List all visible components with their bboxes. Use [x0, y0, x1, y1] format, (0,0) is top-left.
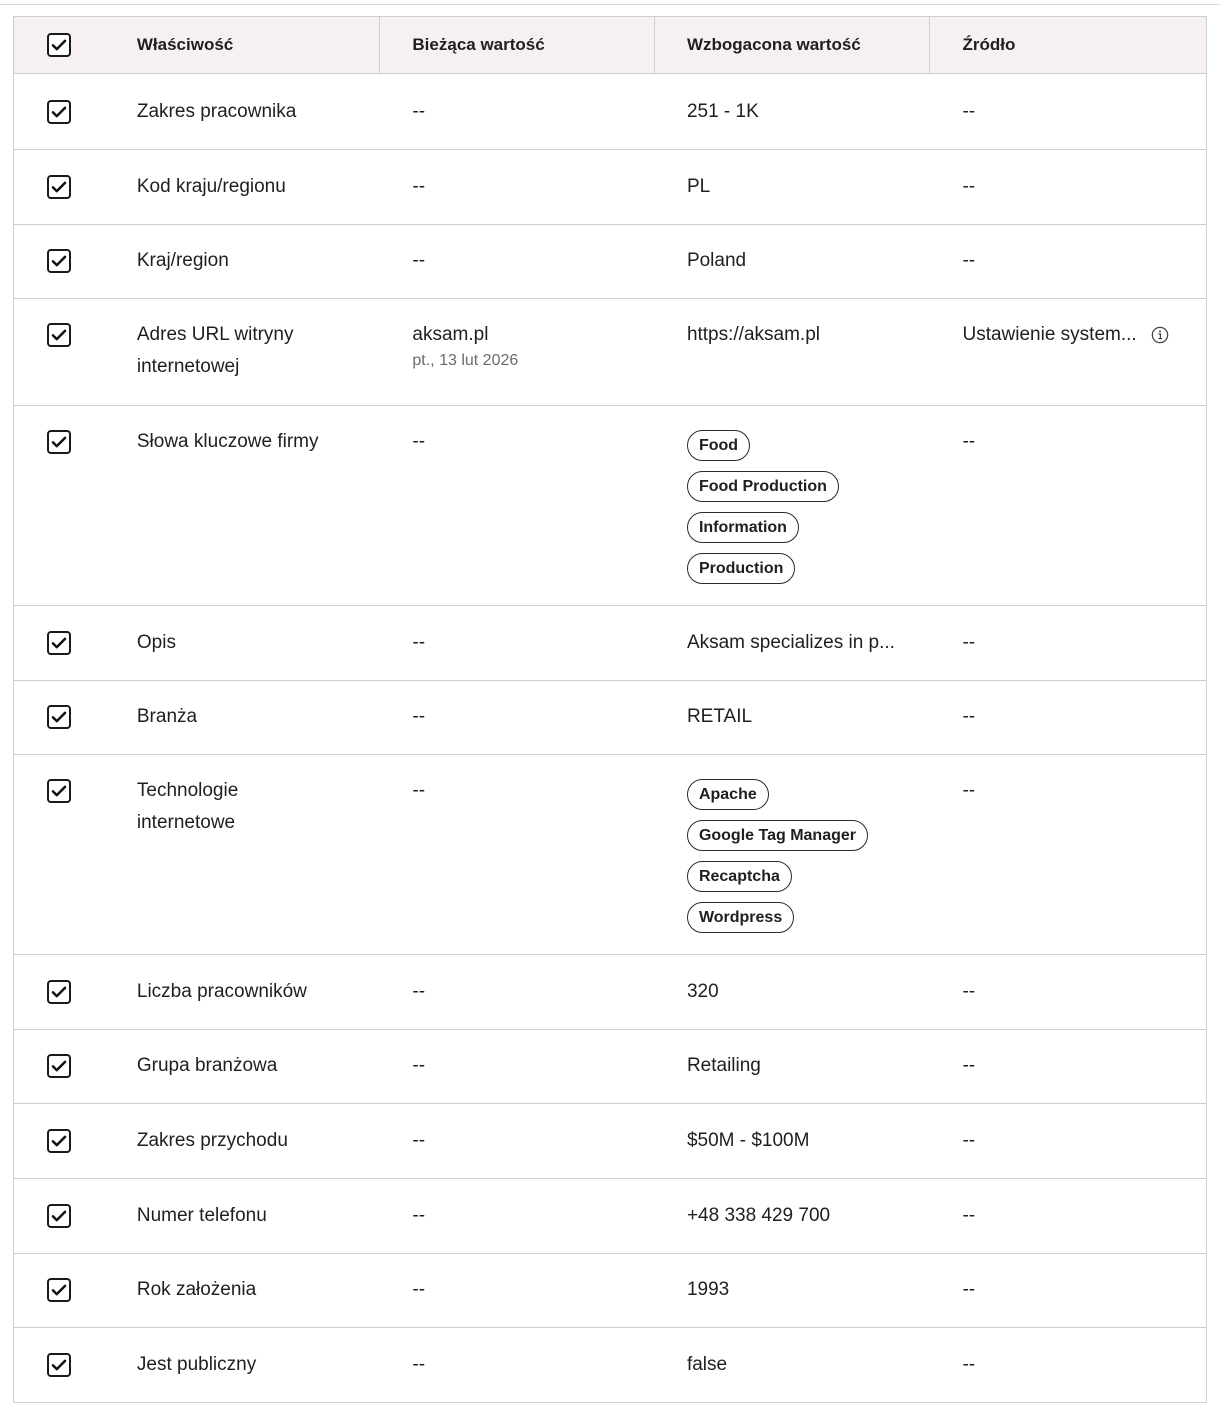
property-name: Zakres przychodu [136, 1130, 288, 1151]
current-value: -- [412, 101, 426, 122]
current-value [380, 319, 655, 405]
row-checkbox-cell [14, 1349, 107, 1402]
header-checkbox-cell [14, 17, 107, 74]
row-checkbox[interactable] [47, 430, 71, 454]
row-checkbox[interactable] [47, 1129, 71, 1153]
current-date: pt., 13 lut 2026 [412, 352, 519, 369]
tag-chip: Wordpress [687, 902, 794, 933]
property-name: Jest publiczny [136, 1354, 257, 1375]
checkmark-icon [50, 708, 68, 726]
source-value: -- [962, 1205, 976, 1226]
row-checkbox-cell [14, 627, 107, 680]
table-row [14, 225, 1206, 299]
source-value: -- [962, 1354, 976, 1375]
header-source[interactable]: Źródło [962, 35, 1016, 54]
table-row [14, 955, 1206, 1030]
enriched-value: false [686, 1354, 728, 1375]
table-row [14, 1104, 1206, 1179]
enriched-tags [655, 426, 931, 605]
row-checkbox-cell [14, 426, 107, 605]
current-value: -- [412, 1205, 426, 1226]
property-name: Grupa branżowa [136, 1055, 278, 1076]
table-row [14, 755, 1206, 955]
info-icon[interactable] [1151, 326, 1169, 344]
row-checkbox[interactable] [47, 1353, 71, 1377]
source-value [930, 319, 1206, 405]
enriched-value: Poland [686, 250, 747, 271]
tag-chip: Food [687, 430, 750, 461]
checkmark-icon [50, 634, 68, 652]
checkmark-icon [50, 1132, 68, 1150]
current-value: -- [412, 632, 426, 653]
enriched-value: +48 338 429 700 [686, 1205, 831, 1226]
enriched-value: Aksam specializes in p... [686, 632, 895, 653]
table-row [14, 1328, 1206, 1403]
checkmark-icon [50, 178, 68, 196]
row-checkbox-cell [14, 1274, 107, 1327]
current-value: -- [412, 250, 426, 271]
source-value: -- [962, 176, 976, 197]
checkmark-icon [50, 103, 68, 121]
enriched-value: https://aksam.pl [686, 324, 820, 345]
source-value: -- [962, 1055, 976, 1076]
checkmark-icon [50, 782, 68, 800]
property-name-line2: internetowej [136, 356, 240, 377]
property-name: Liczba pracowników [136, 981, 307, 1002]
table-row [14, 406, 1206, 606]
tag-chip: Recaptcha [687, 861, 792, 892]
source-value: -- [962, 250, 976, 271]
enrichment-table [13, 16, 1207, 1403]
checkmark-icon [50, 1207, 68, 1225]
row-checkbox-cell [14, 976, 107, 1029]
property-name: Kod kraju/regionu [136, 176, 286, 197]
property-name: Rok założenia [136, 1279, 257, 1300]
header-property[interactable]: Właściwość [107, 17, 381, 74]
checkmark-icon [50, 1057, 68, 1075]
current-value: -- [412, 780, 426, 801]
property-name: Kraj/region [136, 250, 229, 271]
current-value: -- [412, 1055, 426, 1076]
row-checkbox-cell [14, 775, 107, 954]
source-value: -- [962, 632, 976, 653]
checkmark-icon [50, 36, 68, 54]
tag-chip: Food Production [687, 471, 839, 502]
current-url: aksam.pl [412, 324, 489, 345]
row-checkbox-cell [14, 171, 107, 224]
current-value: -- [412, 706, 426, 727]
checkmark-icon [50, 1281, 68, 1299]
property-name: Numer telefonu [136, 1205, 267, 1226]
checkmark-icon [50, 433, 68, 451]
source-value: -- [962, 1130, 976, 1151]
enriched-value: Retailing [686, 1055, 761, 1076]
row-checkbox-cell [14, 1200, 107, 1253]
source-value: -- [962, 780, 976, 801]
property-name: Zakres pracownika [136, 101, 297, 122]
table-row [14, 1030, 1206, 1104]
enriched-tags [655, 775, 931, 954]
row-checkbox[interactable] [47, 1204, 71, 1228]
current-value: -- [412, 1130, 426, 1151]
checkmark-icon [50, 252, 68, 270]
property-name-line1: Technologie [136, 780, 239, 801]
row-checkbox-cell [14, 701, 107, 754]
table-row [14, 150, 1206, 225]
table-row [14, 681, 1206, 755]
tag-chip: Google Tag Manager [687, 820, 868, 851]
tag-chip: Information [687, 512, 799, 543]
tag-chip: Production [687, 553, 795, 584]
source-text: Ustawienie system... [962, 324, 1137, 345]
table-row [14, 1179, 1206, 1254]
row-checkbox[interactable] [47, 1054, 71, 1078]
row-checkbox[interactable] [47, 631, 71, 655]
enriched-value: RETAIL [686, 706, 753, 727]
row-checkbox[interactable] [47, 1278, 71, 1302]
checkmark-icon [50, 983, 68, 1001]
tag-chip: Apache [687, 779, 769, 810]
header-current-value[interactable]: Bieżąca wartość [380, 17, 655, 74]
row-checkbox[interactable] [47, 705, 71, 729]
row-checkbox[interactable] [47, 323, 71, 347]
enriched-value: 251 - 1K [686, 101, 759, 122]
source-value: -- [962, 706, 976, 727]
row-checkbox-cell [14, 245, 107, 298]
property-name [107, 775, 381, 954]
header-enriched-value[interactable]: Wzbogacona wartość [655, 17, 931, 74]
row-checkbox-cell [14, 96, 107, 149]
source-value: -- [962, 101, 976, 122]
select-all-checkbox[interactable] [47, 33, 71, 57]
property-name: Słowa kluczowe firmy [136, 431, 319, 452]
top-divider [0, 4, 1220, 5]
row-checkbox[interactable] [47, 175, 71, 199]
current-value: -- [412, 1279, 426, 1300]
checkmark-icon [50, 1356, 68, 1374]
property-name: Opis [136, 632, 176, 653]
property-name: Branża [136, 706, 198, 727]
row-checkbox[interactable] [47, 249, 71, 273]
enriched-value: $50M - $100M [686, 1130, 810, 1151]
table-row [14, 606, 1206, 681]
property-name-line1: Adres URL witryny [136, 324, 294, 345]
current-value: -- [412, 431, 426, 452]
current-value: -- [412, 1354, 426, 1375]
row-checkbox-cell [14, 319, 107, 405]
source-value: -- [962, 1279, 976, 1300]
property-name [107, 319, 381, 405]
enriched-value: 1993 [686, 1279, 730, 1300]
table-header [14, 17, 1206, 74]
current-value: -- [412, 981, 426, 1002]
row-checkbox[interactable] [47, 980, 71, 1004]
row-checkbox-cell [14, 1125, 107, 1178]
row-checkbox[interactable] [47, 100, 71, 124]
source-value: -- [962, 981, 976, 1002]
current-value: -- [412, 176, 426, 197]
table-row [14, 299, 1206, 406]
checkmark-icon [50, 326, 68, 344]
table-row [14, 1254, 1206, 1328]
row-checkbox[interactable] [47, 779, 71, 803]
row-checkbox-cell [14, 1050, 107, 1103]
enriched-value: 320 [686, 981, 719, 1002]
property-name-line2: internetowe [136, 812, 236, 833]
enriched-value: PL [686, 176, 711, 197]
source-value: -- [962, 431, 976, 452]
table-row [14, 74, 1206, 150]
